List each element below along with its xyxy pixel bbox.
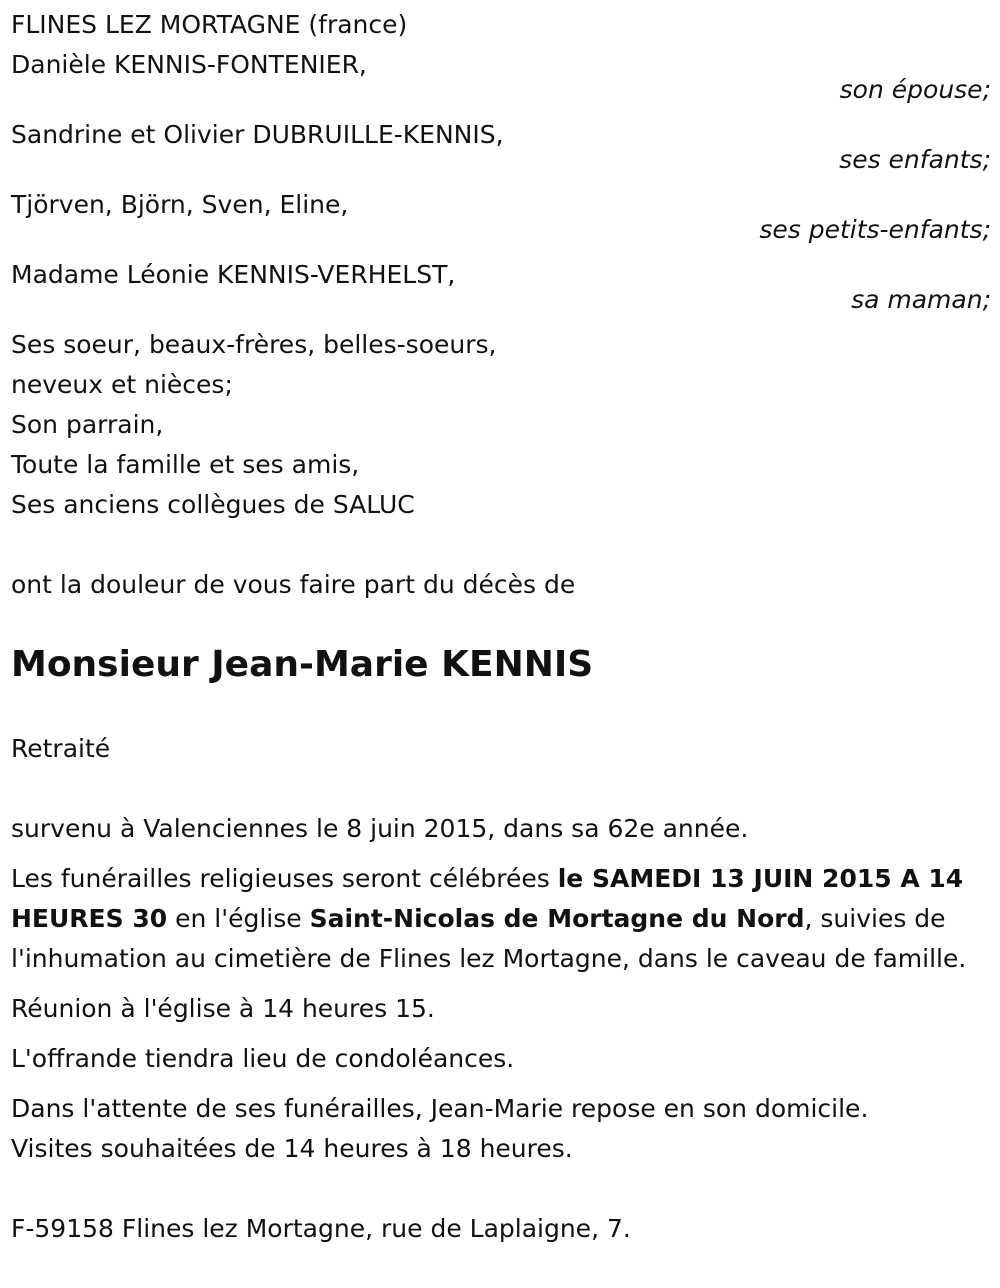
- family-entry: [11, 115, 991, 174]
- other-relatives: [11, 325, 991, 525]
- family-name: Madame Léonie KENNIS-VERHELST,: [11, 260, 456, 289]
- location-heading: FLINES LEZ MORTAGNE (france): [11, 10, 408, 39]
- funeral-date: le SAMEDI 13 JUIN 2015 A 14 HEURES 30: [11, 864, 964, 933]
- announcement-intro: ont la douleur de vous faire part du décès de: [11, 570, 576, 599]
- family-entry: [11, 185, 991, 244]
- funeral-text: , suivies de l'inhumation au cimetière de Flines lez Mortagne, dans le caveau de famille.: [11, 904, 967, 973]
- family-relation: son épouse;: [839, 75, 991, 104]
- other-relative-line: Ses soeur, beaux-frères, belles-soeurs,: [11, 330, 497, 359]
- deceased-name: Monsieur Jean-Marie KENNIS: [11, 644, 594, 685]
- funeral-text: Les funérailles religieuses seront célébrées: [11, 864, 558, 893]
- obituary-notice: [11, 5, 991, 1249]
- offering-note: L'offrande tiendra lieu de condoléances.: [11, 1044, 515, 1073]
- family-relation: ses petits-enfants;: [759, 215, 991, 244]
- rest-details: [11, 1089, 991, 1169]
- other-relative-line: Toute la famille et ses amis,: [11, 450, 360, 479]
- church-name: Saint-Nicolas de Mortagne du Nord: [309, 904, 805, 933]
- funeral-text: en l'église: [167, 904, 310, 933]
- family-relation: sa maman;: [851, 285, 991, 314]
- family-relation: ses enfants;: [839, 145, 991, 174]
- funeral-details: [11, 859, 991, 979]
- other-relative-line: Son parrain,: [11, 410, 164, 439]
- family-name: Tjörven, Björn, Sven, Eline,: [11, 190, 349, 219]
- rest-line: Dans l'attente de ses funérailles, Jean-Marie repose en son domicile.: [11, 1094, 869, 1123]
- rest-line: Visites souhaitées de 14 heures à 18 heures.: [11, 1134, 573, 1163]
- family-name: Danièle KENNIS-FONTENIER,: [11, 50, 367, 79]
- address: F-59158 Flines lez Mortagne, rue de Laplaigne, 7.: [11, 1214, 631, 1243]
- meeting-time: Réunion à l'église à 14 heures 15.: [11, 994, 435, 1023]
- family-entry: [11, 255, 991, 314]
- family-entry: [11, 45, 991, 104]
- occupation: Retraité: [11, 734, 111, 763]
- death-details: [11, 809, 991, 1169]
- other-relative-line: neveux et nièces;: [11, 370, 233, 399]
- family-name: Sandrine et Olivier DUBRUILLE-KENNIS,: [11, 120, 504, 149]
- other-relative-line: Ses anciens collègues de SALUC: [11, 490, 415, 519]
- death-statement: survenu à Valenciennes le 8 juin 2015, dans sa 62e année.: [11, 814, 749, 843]
